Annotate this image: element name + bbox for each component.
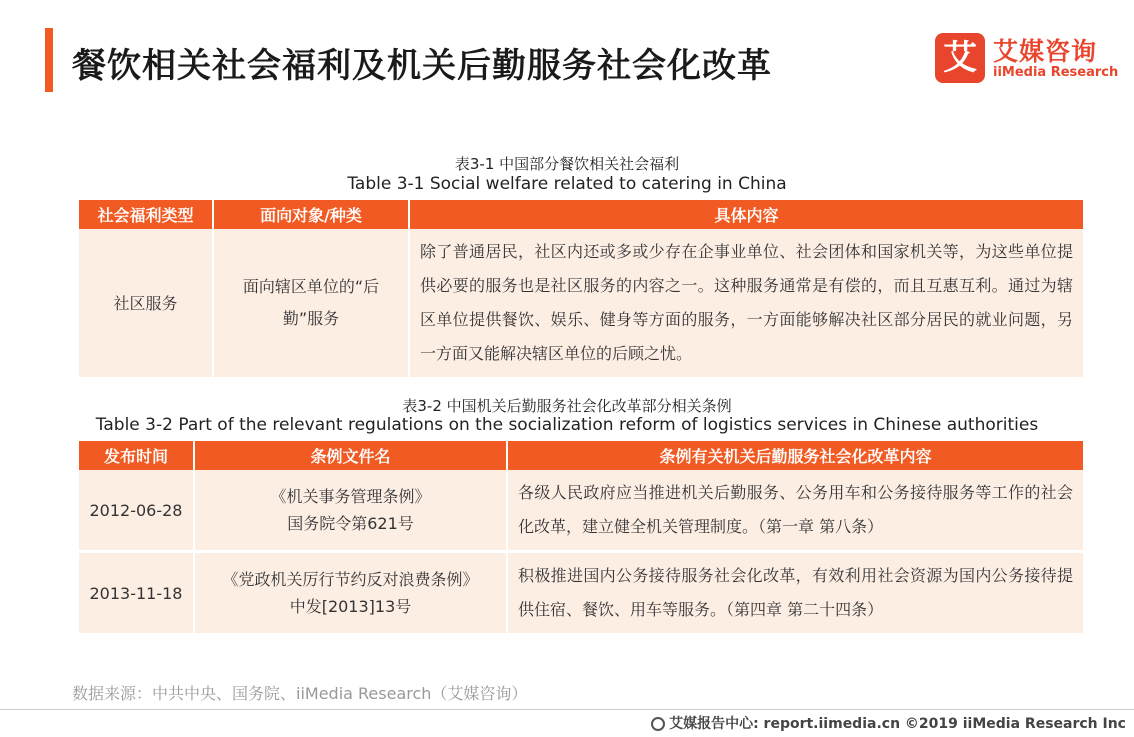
data-source-note: 数据来源：中共中央、国务院、iiMedia Research（艾媒咨询） (72, 684, 528, 703)
regulation-doc-number: 中发[2013]13号 (289, 597, 412, 616)
table1-header-type: 社会福利类型 (79, 200, 213, 229)
table2-cell-name (194, 552, 507, 635)
table2-cell-date: 2013-11-18 (79, 552, 194, 635)
globe-icon (651, 717, 665, 731)
title-accent-bar (45, 28, 53, 92)
table2-cell-content: 各级人民政府应当推进机关后勤服务、公务用车和公务接待服务等工作的社会化改革，建立健全机关管理制度。（第一章 第八条） (507, 470, 1083, 552)
table2-header-name: 条例文件名 (194, 441, 507, 470)
table2-cell-date: 2012-06-28 (79, 470, 194, 552)
table1-header-content: 具体内容 (409, 200, 1083, 229)
table-row (79, 470, 1083, 552)
regulation-doc-number: 国务院令第621号 (287, 514, 414, 533)
table2-header-date: 发布时间 (79, 441, 194, 470)
iimedia-logo (935, 30, 1119, 86)
table1-cell-target: 面向辖区单位的“后勤”服务 (213, 229, 409, 377)
table1-caption-cn: 表3-1 中国部分餐饮相关社会福利 (454, 155, 680, 173)
regulation-name: 《机关事务管理条例》 (270, 487, 431, 506)
logo-mark-icon: 艾 (935, 33, 985, 83)
table1-header-target: 面向对象/种类 (213, 200, 409, 229)
footer-divider (0, 709, 1134, 710)
table1-cell-content: 除了普通居民，社区内还或多或少存在企事业单位、社会团体和国家机关等，为这些单位提供必要的服务也是社区服务的内容之一。这种服务通常是有偿的，而且互惠互利。通过为辖区单位提供餐饮、娱乐、健身等方面的服务，一方面能够解决社区部分居民的就业问题，另一方面又能解决辖区单位的后顾之忧。 (409, 229, 1083, 377)
table2-caption-en: Table 3-2 Part of the relevant regulations on the socialization reform of logistics services in Chinese authorities (95, 415, 1039, 435)
table2-cell-name (194, 470, 507, 552)
table2-cell-content: 积极推进国内公务接待服务社会化改革，有效利用社会资源为国内公务接待提供住宿、餐饮、用车等服务。（第四章 第二十四条） (507, 552, 1083, 635)
table2-header-content: 条例有关机关后勤服务社会化改革内容 (507, 441, 1083, 470)
table-social-welfare (79, 200, 1083, 377)
table2-header-row (79, 441, 1083, 470)
footer-text: 艾媒报告中心: report.iimedia.cn ©2019 iiMedia Research Inc (669, 716, 1126, 732)
table1-header-row (79, 200, 1083, 229)
regulation-name: 《党政机关厉行节约反对浪费条例》 (222, 570, 479, 589)
footer (651, 713, 1126, 733)
logo-cn-text: 艾媒咨询 (993, 37, 1098, 66)
table-row (79, 552, 1083, 635)
table-row (79, 229, 1083, 377)
table2-caption-cn: 表3-2 中国机关后勤服务社会化改革部分相关条例 (402, 397, 732, 415)
page-title: 餐饮相关社会福利及机关后勤服务社会化改革 (72, 46, 772, 86)
logo-en-text: iiMedia Research (993, 65, 1119, 80)
table-regulations (79, 441, 1083, 636)
table1-caption-en: Table 3-1 Social welfare related to catering in China (347, 174, 787, 194)
table1-cell-type: 社区服务 (79, 229, 213, 377)
